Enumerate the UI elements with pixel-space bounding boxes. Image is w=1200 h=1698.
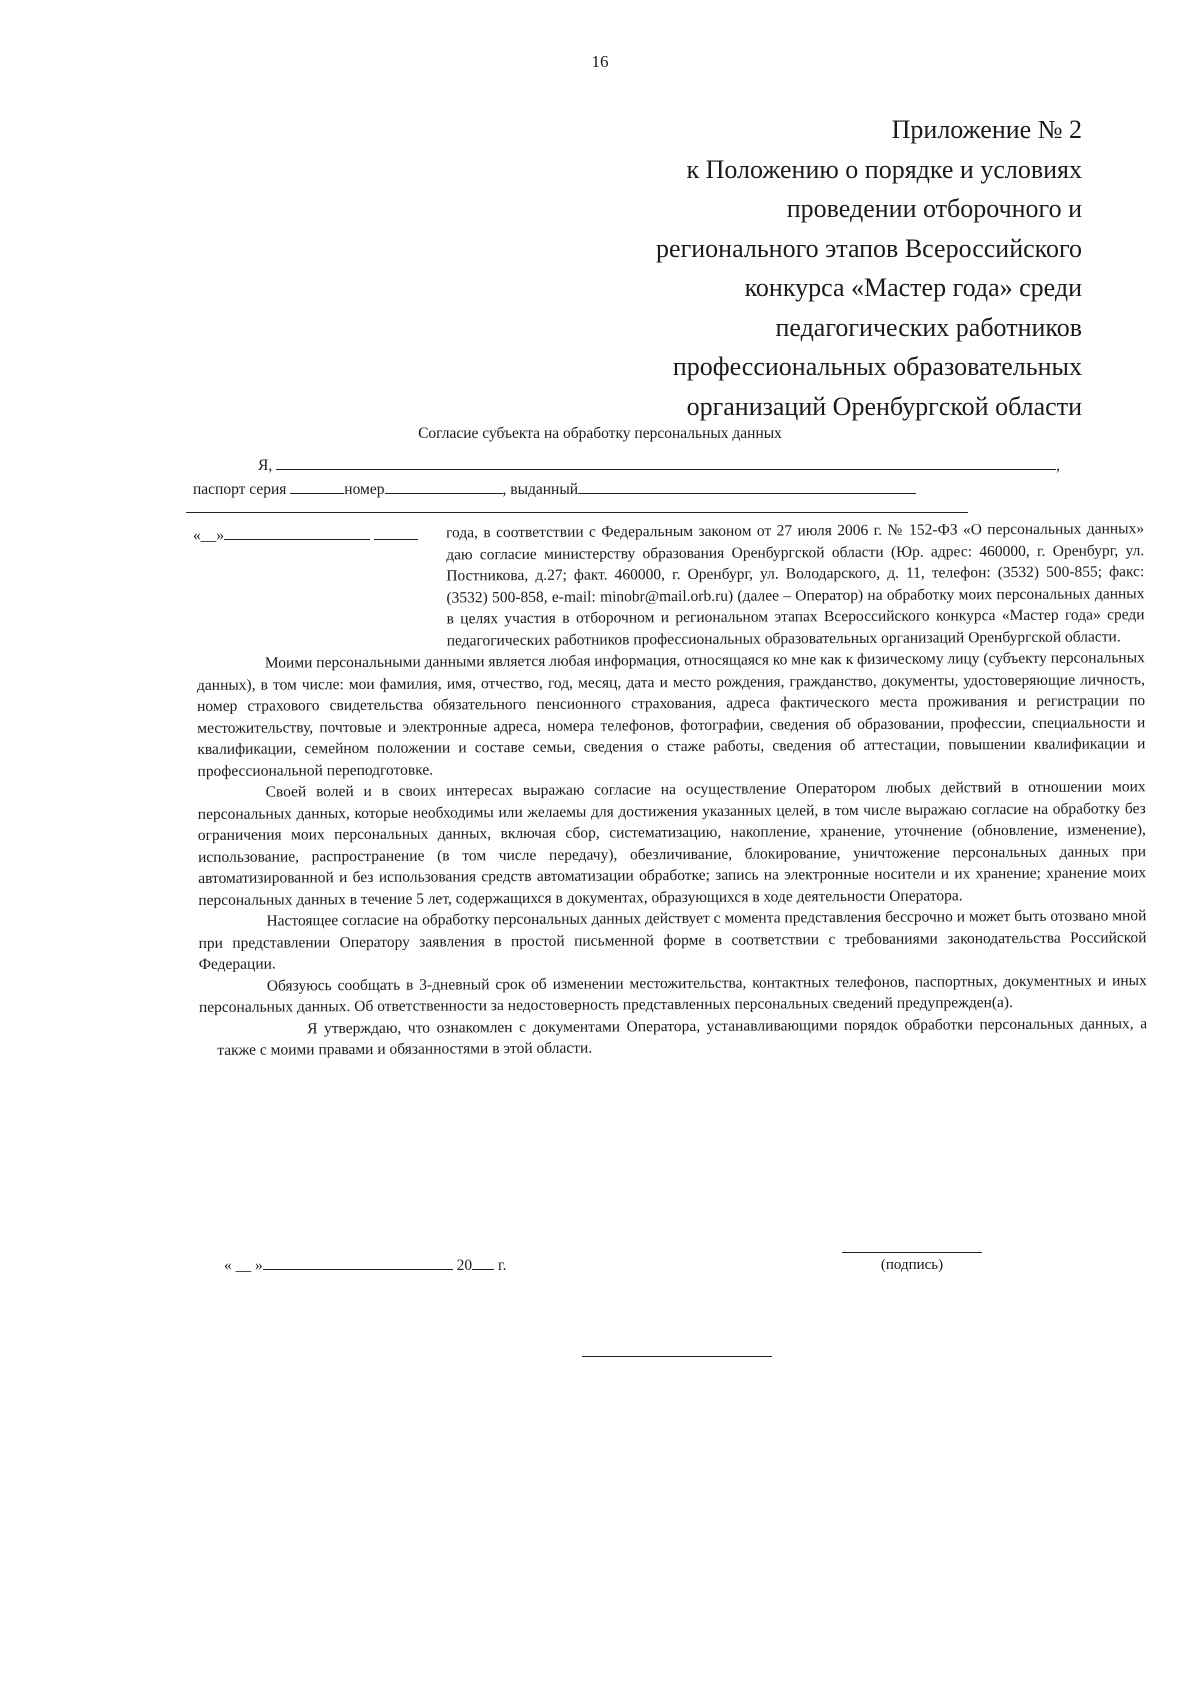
consent-paragraph-3: Своей волей и в своих интересах выражаю согласие на осуществление Оператором любых действий в отношении моих персональных данных, которые необходимы или желаемы для достижения указанных целей, в том числе выражаю согласие на обработку без ограничения моих персональных данных, включая сбор, систематизацию, накопление, хранение, уточнение (обновление, изменение), использование, распространение (в том числе передачу), обезличивание, блокирование, уничтожение персональных данных при автоматизированной и без использования средств автоматизации обработке; запись на электронные носители и их хранение; хранение моих персональных данных в течение 5 лет, содержащихся в документах, образующихся в ходе деятельности Оператора. bbox=[197, 778, 1147, 909]
passport-line bbox=[193, 481, 916, 499]
consent-paragraph-5: Обязуюсь сообщать в 3-дневный срок об изменении местожительства, контактных телефонов, паспортных, документных и иных персональных данных. Об ответственности за недостоверность представленных персональных сведений предупрежден(а). bbox=[198, 971, 1147, 1016]
consent-paragraph-4: Настоящее согласие на обработку персональных данных действует с момента представления бессрочно и может быть отозвано мной при представлении Оператору заявления в простой письменной форме в соответствии с требованиями законодательства Российской Федерации. bbox=[198, 907, 1147, 973]
signature-label: (подпись) bbox=[880, 1257, 944, 1273]
i-label: Я, bbox=[258, 457, 273, 474]
appendix-line: регионального этапов Всероссийского bbox=[656, 233, 1082, 263]
issued-label: , выданный bbox=[502, 481, 579, 498]
page-number: 16 bbox=[591, 52, 609, 71]
signature-date-row bbox=[224, 1257, 506, 1275]
appendix-line: профессиональных образовательных bbox=[672, 352, 1082, 381]
passport-issued-by-field[interactable] bbox=[578, 481, 916, 494]
number-label: номер bbox=[344, 481, 385, 498]
appendix-line: организаций Оренбургской области bbox=[686, 391, 1082, 421]
sign-day-open: « __ » bbox=[224, 1257, 263, 1274]
consent-paragraph-1: года, в соответствии с Федеральным законом от 27 июля 2006 г. № 152-ФЗ «О персональных данных» даю согласие министерству образования Оренбургской области (Юр. адрес: 460000, г. Оренбург, ул. Постникова, д.27; факт. 460000, г. Оренбург, ул. Володарского, д. 11, телефон: (3532) 500-855; факс: (3532) 500-858, e-mail: minobr@mail.orb.ru) (далее – Оператор) на обработку моих персональных данных в целях участия в отборочном и региональном этапах Всероссийского конкурса «Мастер года» среди педагогических работников профессиональных образовательных организаций Оренбургской области. bbox=[446, 520, 1145, 649]
appendix-line: к Положению о порядке и условиях bbox=[686, 154, 1082, 184]
passport-issued-by-field-continued[interactable] bbox=[186, 500, 968, 513]
sign-year-field[interactable] bbox=[472, 1257, 494, 1270]
appendix-line: педагогических работников bbox=[775, 312, 1082, 342]
passport-series-field[interactable] bbox=[290, 481, 344, 494]
sign-month-field[interactable] bbox=[263, 1257, 453, 1270]
sign-year-prefix: 20 bbox=[456, 1257, 473, 1274]
consent-body bbox=[196, 518, 1147, 1061]
issue-day-open: «__» bbox=[193, 527, 224, 544]
passport-series-label: паспорт серия bbox=[193, 481, 287, 498]
appendix-line: Приложение № 2 bbox=[891, 115, 1082, 144]
appendix-header bbox=[522, 110, 1082, 426]
end-divider bbox=[582, 1356, 772, 1357]
signature-field[interactable] bbox=[842, 1252, 982, 1253]
appendix-line: проведении отборочного и bbox=[786, 194, 1082, 223]
full-name-field[interactable] bbox=[276, 457, 1056, 470]
consent-paragraph-2: Моими персональными данными является любая информация, относящаяся ко мне как к физическому лицу (субъекту персональных данных), в том числе: мои фамилия, имя, отчество, год, месяц, дата и место рождения, гражданство, документы, удостоверяющие личность, номер страхового свидетельства обязательного пенсионного страхования, адреса фактического места проживания и регистрации по местожительству, почтовые и электронные адреса, номера телефонов, фотографии, сведения об образовании, профессии, специальности и квалификации, семейном положении и составе семьи, сведения о стаже работы, сведения об аттестации, повышении квалификации и профессиональной переподготовке. bbox=[196, 649, 1146, 780]
sign-year-suffix: г. bbox=[498, 1257, 507, 1274]
name-line: Я, , bbox=[258, 457, 1060, 474]
issued-continuation-line bbox=[186, 500, 968, 518]
consent-title: Согласие субъекта на обработку персональных данных bbox=[418, 425, 782, 442]
passport-number-field[interactable] bbox=[385, 481, 503, 494]
appendix-line: конкурса «Мастер года» среди bbox=[744, 273, 1082, 302]
signature-block bbox=[842, 1252, 982, 1274]
consent-paragraph-6: Я утверждаю, что ознакомлен с документами Оператора, устанавливающими порядок обработки персональных данных, а также с моими правами и обязанностями в этой области. bbox=[217, 1014, 1148, 1059]
